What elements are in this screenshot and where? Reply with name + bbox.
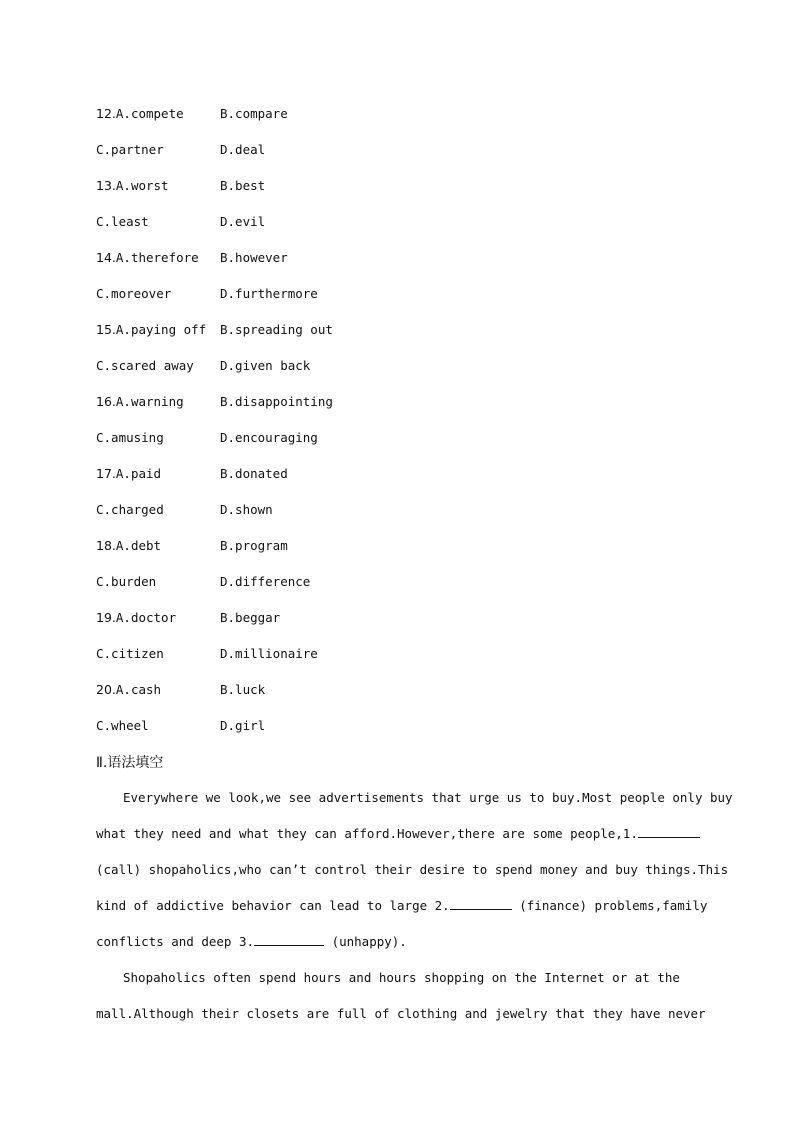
question-number: 13. [96,178,116,193]
option-a: A.doctor [115,610,177,625]
option-b: B.compare [220,106,288,121]
option-b: B.however [220,250,288,265]
option-b: B.spreading out [220,322,333,337]
option-d: D.millionaire [220,646,318,661]
option-d: D.furthermore [220,286,318,301]
option-c: C.moreover [96,286,172,301]
question-number: 12. [96,106,116,121]
question-number: 17. [96,466,116,481]
option-d: D.difference [220,574,311,589]
option-c: C.wheel [96,718,149,733]
option-a: A.warning [115,394,184,409]
question-number: 16. [96,394,116,409]
option-d: D.evil [220,214,266,229]
option-a: A.compete [115,106,184,121]
answer-blank-1[interactable] [638,825,700,838]
passage-line [96,932,692,952]
option-d: D.encouraging [220,430,318,445]
question-number: 18. [96,538,116,553]
option-c: C.citizen [96,646,164,661]
option-a: A.paid [115,466,162,481]
passage-text: (finance) problems,family [511,898,708,913]
option-c: C.amusing [96,430,164,445]
option-b: B.luck [220,682,266,697]
option-b: B.beggar [220,610,281,625]
question-number: 14. [96,250,116,265]
answer-blank-2[interactable] [450,897,512,910]
option-d: D.girl [220,718,266,733]
section-heading: Ⅱ.语法填空 [96,755,164,771]
passage-line [96,824,692,844]
option-c: C.charged [96,502,164,517]
option-b: B.program [220,538,288,553]
option-d: D.shown [220,502,273,517]
answer-blank-3[interactable] [254,933,324,946]
option-c: C.scared away [96,358,194,373]
option-b: B.best [220,178,266,193]
passage-line: Everywhere we look,we see advertisements that urge us to buy.Most people only buy [123,790,733,805]
option-a: A.therefore [115,250,199,265]
option-a: A.cash [115,682,162,697]
question-number: 19. [96,610,116,625]
passage-text: what they need and what they can afford.However,there are some people,1. [96,826,638,841]
passage-line: mall.Although their closets are full of clothing and jewelry that they have never [96,1006,706,1021]
option-c: C.partner [96,142,164,157]
option-a: A.paying off [115,322,207,337]
question-number: 15. [96,322,116,337]
option-b: B.disappointing [220,394,333,409]
option-a: A.worst [115,178,169,193]
option-d: D.deal [220,142,266,157]
passage-line: (call) shopaholics,who can’t control their desire to spend money and buy things.This [96,862,729,877]
passage-line: Shopaholics often spend hours and hours shopping on the Internet or at the [123,970,680,985]
option-b: B.donated [220,466,288,481]
passage-text: kind of addictive behavior can lead to large 2. [96,898,450,913]
option-a: A.debt [115,538,162,553]
option-c: C.burden [96,574,157,589]
passage-line [96,896,708,916]
option-d: D.given back [220,358,311,373]
question-number: 20. [96,682,116,697]
passage-text: (unhappy). [324,934,407,949]
passage-text: conflicts and deep 3. [96,934,255,949]
option-c: C.least [96,214,149,229]
